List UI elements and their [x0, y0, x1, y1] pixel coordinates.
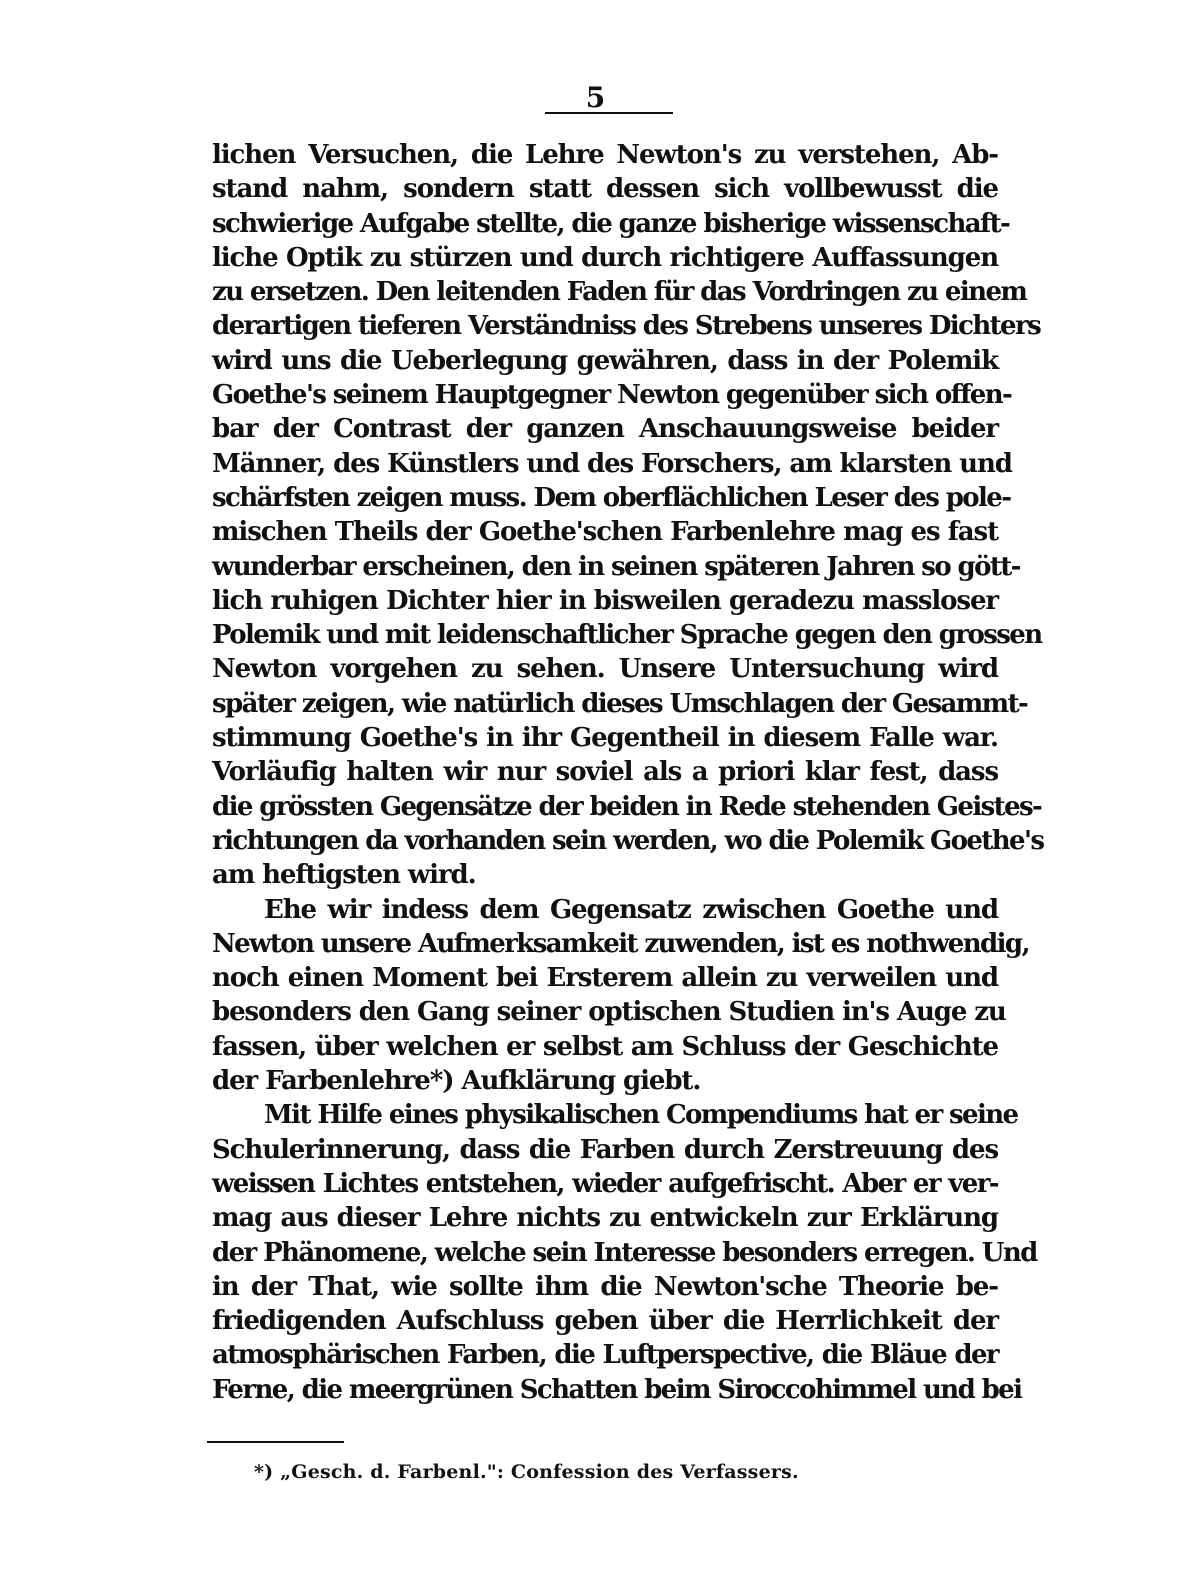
text-line: in der That, wie sollte ihm die Newton'sche Theorie be-	[212, 1271, 998, 1302]
text-line: Polemik und mit leidenschaftlicher Sprache gegen den grossen	[212, 620, 1042, 651]
text-line: wunderbar erscheinen, den in seinen späteren Jahren so gött-	[212, 551, 1020, 582]
text-line: lich ruhigen Dichter hier in bisweilen geradezu massloser	[212, 585, 998, 616]
text-line: fassen, über welchen er selbst am Schluss der Geschichte	[212, 1031, 998, 1062]
text-line: der Farbenlehre*) Aufklärung giebt.	[212, 1066, 701, 1097]
text-line: die grössten Gegensätze der beiden in Rede stehenden Geistes-	[212, 791, 1042, 822]
text-line: liche Optik zu stürzen und durch richtigere Auffassungen	[212, 242, 998, 273]
text-line: wird uns die Ueberlegung gewähren, dass in der Polemik	[212, 345, 998, 376]
text-line: der Phänomene, welche sein Interesse besonders erregen. Und	[212, 1237, 1037, 1268]
text-line: richtungen da vorhanden sein werden, wo die Polemik Goethe's	[212, 825, 1044, 856]
text-line: Schulerinnerung, dass die Farben durch Zerstreuung des	[212, 1134, 998, 1165]
text-line: friedigenden Aufschluss geben über die Herrlichkeit der	[212, 1306, 998, 1337]
text-line: besonders den Gang seiner optischen Studien in's Auge zu	[212, 997, 1006, 1028]
text-line: stand nahm, sondern statt dessen sich vollbewusst die	[212, 174, 998, 205]
text-line: schwierige Aufgabe stellte, die ganze bisherige wissenschaft-	[212, 208, 1010, 239]
text-line: lichen Versuchen, die Lehre Newton's zu verstehen, Ab-	[212, 140, 998, 170]
text-line: stimmung Goethe's in ihr Gegentheil in diesem Falle war.	[212, 723, 998, 754]
text-line: atmosphärischen Farben, die Luftperspective, die Bläue der	[212, 1340, 998, 1371]
text-line: Ferne, die meergrünen Schatten beim Siroccohimmel und bei	[212, 1374, 1022, 1405]
text-line: noch einen Moment bei Ersterem allein zu verweilen und	[212, 963, 998, 994]
text-line: Newton vorgehen zu sehen. Unsere Untersuchung wird	[212, 654, 998, 685]
text-line: Mit Hilfe eines physikalischen Compendiums hat er seine	[264, 1100, 1018, 1131]
text-line: Männer, des Künstlers und des Forschers, am klarsten und	[212, 448, 1012, 479]
text-line: weissen Lichtes entstehen, wieder aufgefrischt. Aber er ver-	[212, 1168, 998, 1199]
text-line: später zeigen, wie natürlich dieses Umschlagen der Gesammt-	[212, 688, 1028, 719]
text-line: Vorläufig halten wir nur soviel als a priori klar fest, dass	[212, 757, 998, 788]
text-line: Ehe wir indess dem Gegensatz zwischen Goethe und	[264, 894, 998, 925]
text-line: derartigen tieferen Verständniss des Strebens unseres Dichters	[212, 311, 1041, 342]
text-line: Goethe's seinem Hauptgegner Newton gegenüber sich offen-	[212, 380, 1012, 411]
text-line: schärfsten zeigen muss. Dem oberflächlichen Leser des pole-	[212, 482, 1011, 513]
text-line: zu ersetzen. Den leitenden Faden für das Vordringen zu einem	[212, 277, 1027, 308]
page-number: 5	[585, 81, 606, 114]
footnote-rule	[207, 1441, 344, 1443]
text-line: mischen Theils der Goethe'schen Farbenlehre mag es fast	[212, 517, 998, 548]
text-line: Newton unsere Aufmerksamkeit zuwenden, ist es nothwendig,	[212, 928, 1029, 959]
header-rule	[545, 112, 673, 114]
footnote: *) „Gesch. d. Farbenl.": Confession des Verfassers.	[254, 1461, 799, 1483]
text-line: mag aus dieser Lehre nichts zu entwickeln zur Erklärung	[212, 1203, 998, 1234]
body-text	[212, 138, 1044, 1407]
text-line: bar der Contrast der ganzen Anschauungsweise beider	[212, 414, 998, 445]
text-line: am heftigsten wird.	[212, 860, 476, 891]
